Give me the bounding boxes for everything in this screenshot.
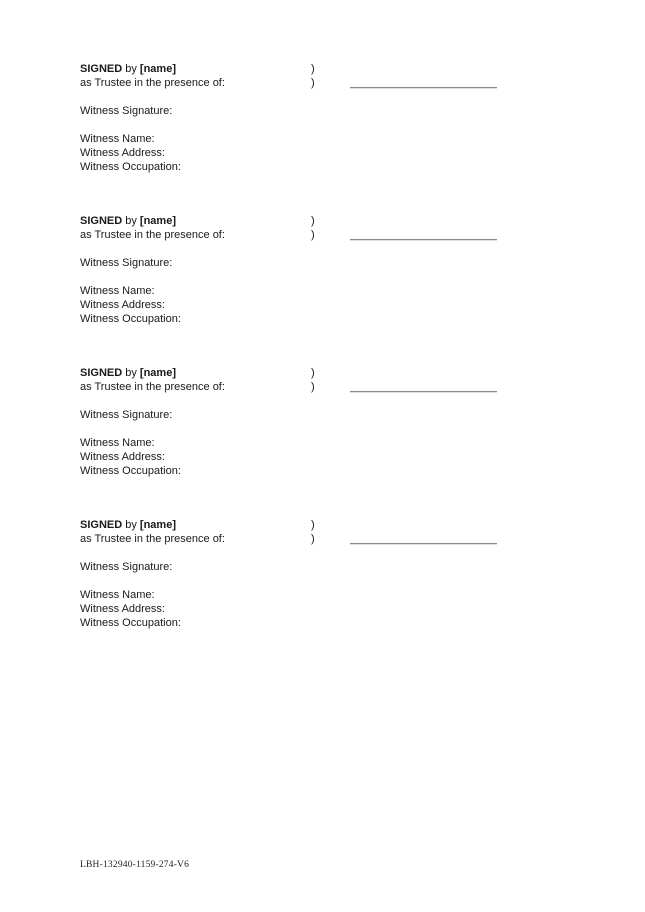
presence-line: as Trustee in the presence of:: [80, 533, 225, 545]
signed-word: SIGNED: [80, 367, 123, 379]
signed-line: [80, 366, 311, 380]
name-placeholder: [name]: [139, 519, 176, 531]
signed-word: SIGNED: [80, 519, 123, 531]
signed-row: [80, 518, 510, 532]
blank-line: [80, 242, 510, 256]
witness-name-label: Witness Name:: [80, 589, 155, 601]
closing-paren: ): [311, 215, 315, 227]
witness-name-label: Witness Name:: [80, 133, 155, 145]
signature-block-2: [80, 214, 510, 326]
blank-line: [80, 546, 510, 560]
closing-paren: ): [311, 77, 315, 89]
signed-line: [80, 214, 311, 228]
closing-paren: ): [311, 533, 315, 545]
witness-name-label: Witness Name:: [80, 437, 155, 449]
witness-signature-label: Witness Signature:: [80, 105, 173, 117]
witness-occupation-label: Witness Occupation:: [80, 617, 181, 629]
blank-line: [80, 574, 510, 588]
witness-occupation-label: Witness Occupation:: [80, 161, 181, 173]
signature-block-3: [80, 366, 510, 478]
closing-paren: ): [311, 381, 315, 393]
by-word: by: [122, 63, 140, 75]
presence-line: as Trustee in the presence of:: [80, 381, 225, 393]
witness-address-label: Witness Address:: [80, 603, 165, 615]
blank-line: [80, 394, 510, 408]
presence-row: [80, 228, 510, 242]
signed-word: SIGNED: [80, 63, 123, 75]
presence-row: [80, 380, 510, 394]
closing-paren: ): [311, 63, 315, 75]
signature-block-4: [80, 518, 510, 630]
name-placeholder: [name]: [139, 63, 176, 75]
witness-occupation-label: Witness Occupation:: [80, 465, 181, 477]
witness-name-label: Witness Name:: [80, 285, 155, 297]
by-word: by: [122, 215, 140, 227]
signed-line: [80, 62, 311, 76]
blank-line: [80, 422, 510, 436]
presence-row: [80, 532, 510, 546]
blank-line: [80, 90, 510, 104]
blank-line: [80, 270, 510, 284]
witness-address-label: Witness Address:: [80, 299, 165, 311]
signature-line: ________________________: [350, 229, 497, 241]
presence-line: as Trustee in the presence of:: [80, 229, 225, 241]
signature-block-1: [80, 62, 510, 174]
witness-address-label: Witness Address:: [80, 451, 165, 463]
signature-line: ________________________: [350, 77, 497, 89]
by-word: by: [122, 519, 140, 531]
blank-line: [80, 118, 510, 132]
name-placeholder: [name]: [139, 367, 176, 379]
signed-row: [80, 366, 510, 380]
presence-line: as Trustee in the presence of:: [80, 77, 225, 89]
signed-line: [80, 518, 311, 532]
by-word: by: [122, 367, 140, 379]
signed-row: [80, 214, 510, 228]
document-reference-footer: LBH-132940-1159-274-V6: [80, 860, 190, 870]
witness-signature-label: Witness Signature:: [80, 409, 173, 421]
witness-occupation-label: Witness Occupation:: [80, 313, 181, 325]
closing-paren: ): [311, 229, 315, 241]
witness-signature-label: Witness Signature:: [80, 257, 173, 269]
signature-line: ________________________: [350, 381, 497, 393]
signed-row: [80, 62, 510, 76]
closing-paren: ): [311, 367, 315, 379]
name-placeholder: [name]: [139, 215, 176, 227]
presence-row: [80, 76, 510, 90]
closing-paren: ): [311, 519, 315, 531]
signed-word: SIGNED: [80, 215, 123, 227]
witness-address-label: Witness Address:: [80, 147, 165, 159]
witness-signature-label: Witness Signature:: [80, 561, 173, 573]
signature-line: ________________________: [350, 533, 497, 545]
